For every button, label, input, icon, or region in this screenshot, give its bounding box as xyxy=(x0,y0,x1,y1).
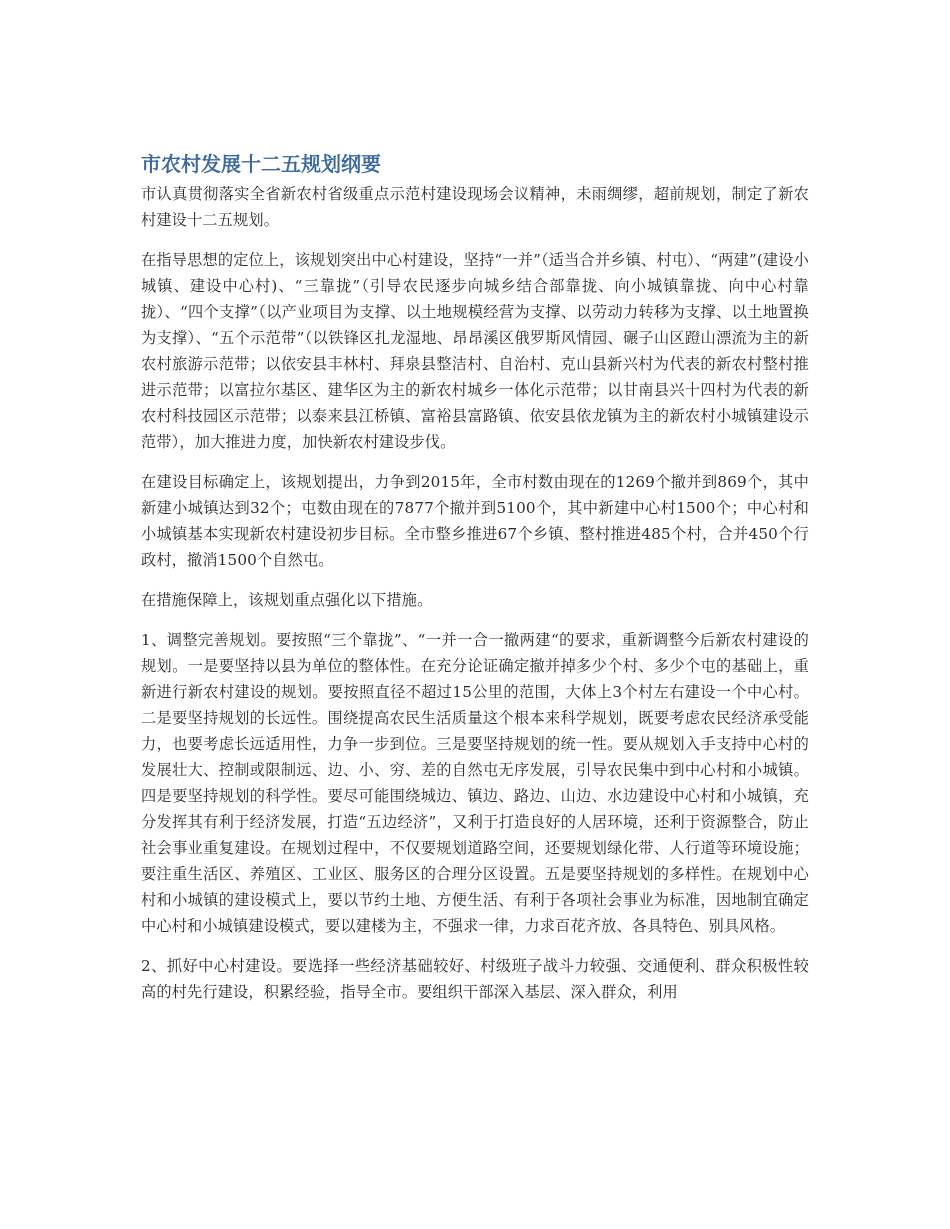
document-title: 市农村发展十二五规划纲要 xyxy=(141,152,381,176)
paragraph-intro: 市认真贯彻落实全省新农村省级重点示范村建设现场会议精神，未雨绸缪，超前规划，制定了新农村建设十二五规划。 xyxy=(141,185,809,229)
paragraph-guiding-thought: 在指导思想的定位上，该规划突出中心村建设，坚持“一并”（适当合并乡镇、村屯）、“两建”(建设小城镇、建设中心村)、“三靠拢”（引导农民逐步向城乡结合部靠拢、向小城镇靠拢、向中心村靠拢）、“四个支撑”（以产业项目为支撑、以土地规模经营为支撑、以劳动力转移为支撑、以土地置换为支撑）、“五个示范带”（以铁锋区扎龙湿地、昂昂溪区俄罗斯风情园、碾子山区蹬山漂流为主的新农村旅游示范带；以依安县丰林村、拜泉县整洁村、自治村、克山县新兴村为代表的新农村整村推进示范带；以富拉尔基区、建华区为主的新农村城乡一体化示范带；以甘南县兴十四村为代表的新农村科技园区示范带；以泰来县江桥镇、富裕县富路镇、依安县依龙镇为主的新农村小城镇建设示范带），加大推进力度，加快新农村建设步伐。 xyxy=(141,251,809,451)
paragraph-measures-intro: 在措施保障上，该规划重点强化以下措施。 xyxy=(141,591,433,609)
document-page xyxy=(141,150,809,1019)
paragraph-construction-goals: 在建设目标确定上，该规划提出，力争到2015年，全市村数由现在的1269个撤并到869个，其中新建小城镇达到32个；屯数由现在的7877个撤并到5100个，其中新建中心村1500个；中心村和小城镇基本实现新农村建设初步目标。全市整乡推进67个乡镇、整村推进485个村，合并450个行政村，撤消1500个自然屯。 xyxy=(141,473,809,569)
paragraph-measure-1: 1、调整完善规划。要按照“三个靠拢”、“一并一合一撤两建“的要求，重新调整今后新农村建设的规划。一是要坚持以县为单位的整体性。在充分论证确定撤并掉多少个村、多少个屯的基础上，重新进行新农村建设的规划。要按照直径不超过15公里的范围，大体上3个村左右建设一个中心村。二是要坚持规划的长远性。围绕提高农民生活质量这个根本来科学规划，既要考虑农民经济承受能力，也要考虑长远适用性，力争一步到位。三是要坚持规划的统一性。要从规划入手支持中心村的发展壮大、控制或限制远、边、小、穷、差的自然屯无序发展，引导农民集中到中心村和小城镇。四是要坚持规划的科学性。要尽可能围绕城边、镇边、路边、山边、水边建设中心村和小城镇，充分发挥其有利于经济发展，打造“五边经济”，又利于打造良好的人居环境，还利于资源整合，防止社会事业重复建设。在规划过程中，不仅要规划道路空间，还要规划绿化带、人行道等环境设施；要注重生活区、养殖区、工业区、服务区的合理分区设置。五是要坚持规划的多样性。在规划中心村和小城镇的建设模式上，要以节约土地、方便生活、有利于各项社会事业为标准，因地制宜确定中心村和小城镇建设模式，要以建楼为主，不强求一律，力求百花齐放、各具特色、别具风格。 xyxy=(141,631,809,935)
paragraph-measure-2: 2、抓好中心村建设。要选择一些经济基础较好、村级班子战斗力较强、交通便利、群众积极性较高的村先行建设，积累经验，指导全市。要组织干部深入基层、深入群众，利用 xyxy=(141,957,809,1001)
